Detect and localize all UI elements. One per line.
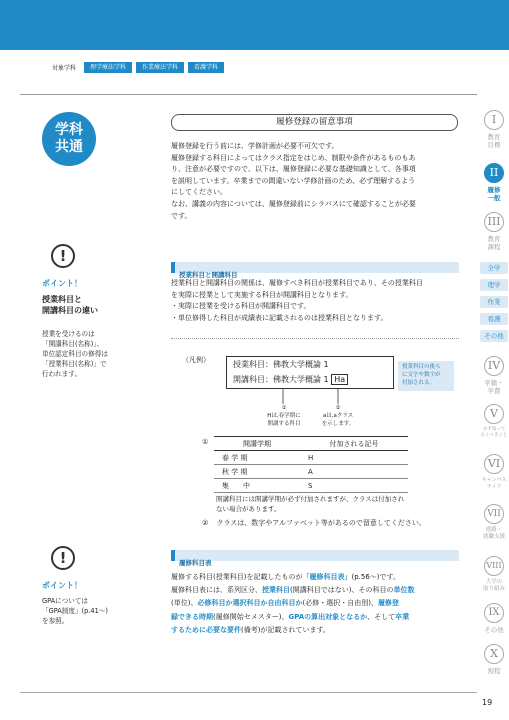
dotted-divider — [171, 338, 459, 339]
text-run: (必修・選択・自由別)、 — [302, 599, 378, 608]
chapter-label-line: 一般 — [487, 194, 501, 202]
section1-line: 授業科目と開講科目の関係は、履修すべき科目が授業科目であり、その授業科目 — [171, 279, 423, 287]
tab-chapter-4[interactable] — [479, 356, 509, 395]
chapter-number: II — [484, 163, 504, 183]
tab-chapter-8[interactable] — [479, 556, 509, 593]
chapter-number: V — [484, 404, 504, 424]
table-row — [214, 465, 408, 479]
header-divider — [20, 94, 477, 95]
section2-line — [171, 624, 459, 637]
subtab-nursing[interactable]: 看護 — [480, 313, 508, 325]
example-line2-text: 開講科目：佛教大学概論 1 — [233, 375, 332, 384]
chapter-label — [479, 379, 509, 395]
section-heading-text: 授業科目と開講科目 — [179, 271, 238, 279]
point-title-line: 開講科目の違い — [42, 306, 98, 315]
subtab-ot[interactable]: 作業 — [480, 296, 508, 308]
example-label: （凡例） — [182, 356, 210, 364]
chapter-label — [479, 427, 509, 439]
intro-line: なお、講義の内容については、履修登録前にシラバスにて確認することが必要 — [171, 199, 416, 208]
table-cell: A — [300, 465, 408, 479]
text-run: 、そして — [367, 612, 396, 621]
point-label: ポイント！ — [42, 581, 82, 590]
point-body — [42, 329, 108, 379]
point-line: 授業を受けるのは — [42, 330, 95, 338]
highlight-text: GPAの算出対象となるか — [288, 612, 368, 621]
table-header: 付加される記号 — [300, 437, 408, 451]
suffix-note-line: 授業科目の後ろ — [402, 364, 441, 370]
table-note-line: ない場合があります。 — [216, 505, 281, 513]
tag-ot: 作業療法学科 — [136, 62, 184, 73]
text-run: (開講科目ではない)、その科目の — [290, 586, 394, 595]
table-row — [214, 451, 408, 465]
tab-chapter-5[interactable] — [479, 404, 509, 439]
text-run: 履修科目表には、系列区分、 — [171, 586, 262, 595]
chapter-label — [479, 579, 509, 593]
section2-body — [171, 571, 459, 637]
note-line: 開講する科目 — [267, 421, 301, 427]
example-line2 — [233, 372, 393, 387]
highlight-text: 授業科目 — [262, 586, 290, 595]
chapter-number: I — [484, 110, 504, 130]
section1-body — [171, 278, 459, 324]
target-departments — [52, 62, 224, 73]
chapter-label — [479, 235, 509, 251]
exclamation-icon: ! — [51, 244, 75, 268]
chapter-number: IX — [484, 603, 504, 623]
note-line: を示します。 — [321, 421, 355, 427]
tag-pt: 理学療法学科 — [84, 62, 132, 73]
chapter-label-line: 規程 — [487, 667, 501, 675]
chapter-label-line: その他 — [484, 626, 504, 634]
point-label: ポイント！ — [42, 279, 82, 288]
suffix-note-line: に文字や数字が — [402, 372, 441, 378]
chapter-number: VIII — [484, 556, 504, 576]
text-run: (備考)が記載されています。 — [241, 625, 330, 634]
point-line: 行われます。 — [42, 370, 82, 378]
highlight-text: 必修科目か選択科目か自由科目か — [197, 599, 303, 608]
tab-chapter-6[interactable] — [479, 454, 509, 491]
note-line: aは,aクラス — [322, 413, 354, 419]
semester-table — [214, 436, 408, 493]
point-line: GPAについては — [42, 597, 89, 605]
footer-divider — [20, 692, 477, 693]
table-note-line: 開講科目には開講学期が必ず付加されますが、クラスは付加され — [216, 495, 405, 503]
exclamation-icon: ! — [51, 546, 75, 570]
tab-chapter-9[interactable] — [479, 603, 509, 634]
target-label: 対象学科 — [52, 65, 77, 72]
point-title — [42, 294, 98, 316]
chapter-label-line: 教育 — [487, 133, 501, 141]
class-note — [202, 518, 426, 528]
section2-line — [171, 611, 459, 624]
point-line: を参照。 — [42, 617, 69, 625]
intro-line: です。 — [171, 211, 192, 220]
chapter-label-line: 取り組み — [482, 586, 505, 592]
chapter-label-line: ライフ — [486, 484, 502, 490]
section2-line — [171, 597, 459, 610]
intro-line: 履修登録を行う前には、学修計画が必要不可欠です。 — [171, 142, 339, 150]
text-run: (履修開始セメスター)、 — [213, 612, 289, 621]
table-cell: 春 学 期 — [214, 451, 300, 465]
section-heading-text: 履修科目表 — [179, 559, 212, 567]
section2-line — [171, 584, 459, 597]
chapter-label-line: キャンパス — [481, 477, 507, 483]
table-cell: 集 中 — [214, 479, 300, 493]
example-line1: 授業科目：佛教大学概論 1 — [233, 360, 329, 369]
class-note-text: クラスは、数字やアルファベット等があるので留意してください。 — [216, 519, 426, 527]
table-note — [216, 494, 404, 514]
page-number: 19 — [482, 698, 493, 707]
note-line: Hは,春学期に — [267, 413, 301, 419]
intro-paragraph — [171, 141, 459, 222]
badge-line1: 学科 — [55, 122, 83, 138]
chapter-label-line: 大学の — [485, 579, 503, 585]
tab-chapter-1[interactable] — [479, 110, 509, 149]
section2-line — [171, 571, 459, 584]
table-cell: H — [300, 451, 408, 465]
subtab-pt[interactable]: 理学 — [480, 279, 508, 291]
text-run: 履修する科目(授業科目)を記載したものが — [171, 573, 303, 581]
chapter-number: X — [484, 644, 504, 664]
tab-chapter-7[interactable] — [479, 504, 509, 541]
point-line: 「授業科目(名称)」で — [42, 360, 107, 368]
table-row — [214, 479, 408, 493]
highlight-text: 卒業 — [395, 612, 410, 621]
chapter-number: IV — [484, 356, 504, 376]
highlight-text: 履修登 — [377, 599, 399, 608]
highlight-text: 「履修科目表」 — [302, 573, 352, 581]
table-cell: S — [300, 479, 408, 493]
tab-chapter-10[interactable] — [479, 644, 509, 675]
table-header-row — [214, 437, 408, 451]
example-box — [226, 356, 394, 389]
section1-line: ・実際に授業を受ける科目が開講科目です。 — [171, 302, 311, 311]
chapter-label-line: 教育 — [487, 235, 501, 243]
suffix-note — [398, 361, 454, 391]
note-marker: ① — [281, 405, 287, 411]
highlight-text: 単位数 — [393, 586, 415, 595]
note-semester — [262, 404, 306, 428]
point-line: 「開講科目(名称)」、 — [42, 340, 104, 348]
intro-line: にしてください。 — [171, 188, 227, 197]
intro-line: を説明しています。卒業までの間違いない学修計画のため、必ず理解するよう — [171, 176, 416, 185]
chapter-number: VII — [484, 504, 504, 524]
tag-nursing: 看護学科 — [188, 62, 224, 73]
point-line: 単位認定科目の修得は — [42, 350, 108, 358]
point-line: 「GPA制度」(p.41〜) — [42, 607, 108, 615]
chapter-label-line: 履修 — [487, 186, 501, 194]
text-run: (p.56〜)です。 — [351, 573, 400, 581]
chapter-label-line: まず知って — [482, 427, 506, 432]
subtab-other[interactable]: その他 — [480, 330, 508, 342]
tab-chapter-3[interactable] — [479, 212, 509, 251]
example-code: Ha — [331, 374, 348, 385]
section1-line: を実際に授業として実施する科目が開講科目となります。 — [171, 290, 353, 299]
chapter-label — [479, 477, 509, 491]
note-marker: ② — [335, 405, 341, 411]
chapter-label-line: 目標 — [487, 141, 501, 149]
top-banner — [0, 0, 509, 50]
highlight-text: するために必要な要件 — [171, 625, 241, 634]
chapter-label — [479, 626, 509, 634]
table-header: 開講学期 — [214, 437, 300, 451]
table-marker: ① — [202, 438, 209, 446]
chapter-label-line: おくべきこと — [480, 433, 508, 438]
table-cell: 秋 学 期 — [214, 465, 300, 479]
point-body — [42, 596, 108, 626]
highlight-text: 録できる時期 — [171, 612, 213, 621]
chapter-label-line: 就職支援 — [482, 534, 505, 540]
chapter-number: VI — [484, 454, 504, 474]
chapter-number: III — [484, 212, 504, 232]
chapter-label-line: 学籍・ — [484, 379, 504, 387]
chapter-label-line: 進路・ — [485, 527, 503, 533]
intro-line: り、注意が必要ですので、以下は、履修登録に必要な基礎知識として、各事項 — [171, 165, 416, 174]
subtab-all[interactable]: 全学 — [480, 262, 508, 274]
note-class — [316, 404, 360, 428]
intro-line: 履修登録する科目によってはクラス指定をはじめ、制限や条件があるものもあ — [171, 153, 416, 162]
chapter-label — [479, 667, 509, 675]
common-badge — [42, 112, 96, 166]
chapter-label-line: 課程 — [487, 243, 501, 251]
tab-chapter-2[interactable] — [479, 163, 509, 202]
section-heading — [171, 550, 459, 567]
chapter-label — [479, 527, 509, 541]
page-title: 履修登録の留意事項 — [171, 114, 458, 131]
badge-line2: 共通 — [55, 139, 83, 155]
section1-line: ・単位修得した科目が成績表に記載されるのは授業科目となります。 — [171, 313, 388, 322]
chapter-label — [479, 186, 509, 202]
class-note-marker: ② — [202, 519, 209, 527]
suffix-note-line: 付加される。 — [402, 380, 436, 386]
text-run: (単位)、 — [171, 599, 198, 608]
chapter-label-line: 学費 — [487, 387, 501, 395]
chapter-label — [479, 133, 509, 149]
section-heading — [171, 262, 459, 279]
point-title-line: 授業科目と — [42, 295, 82, 304]
